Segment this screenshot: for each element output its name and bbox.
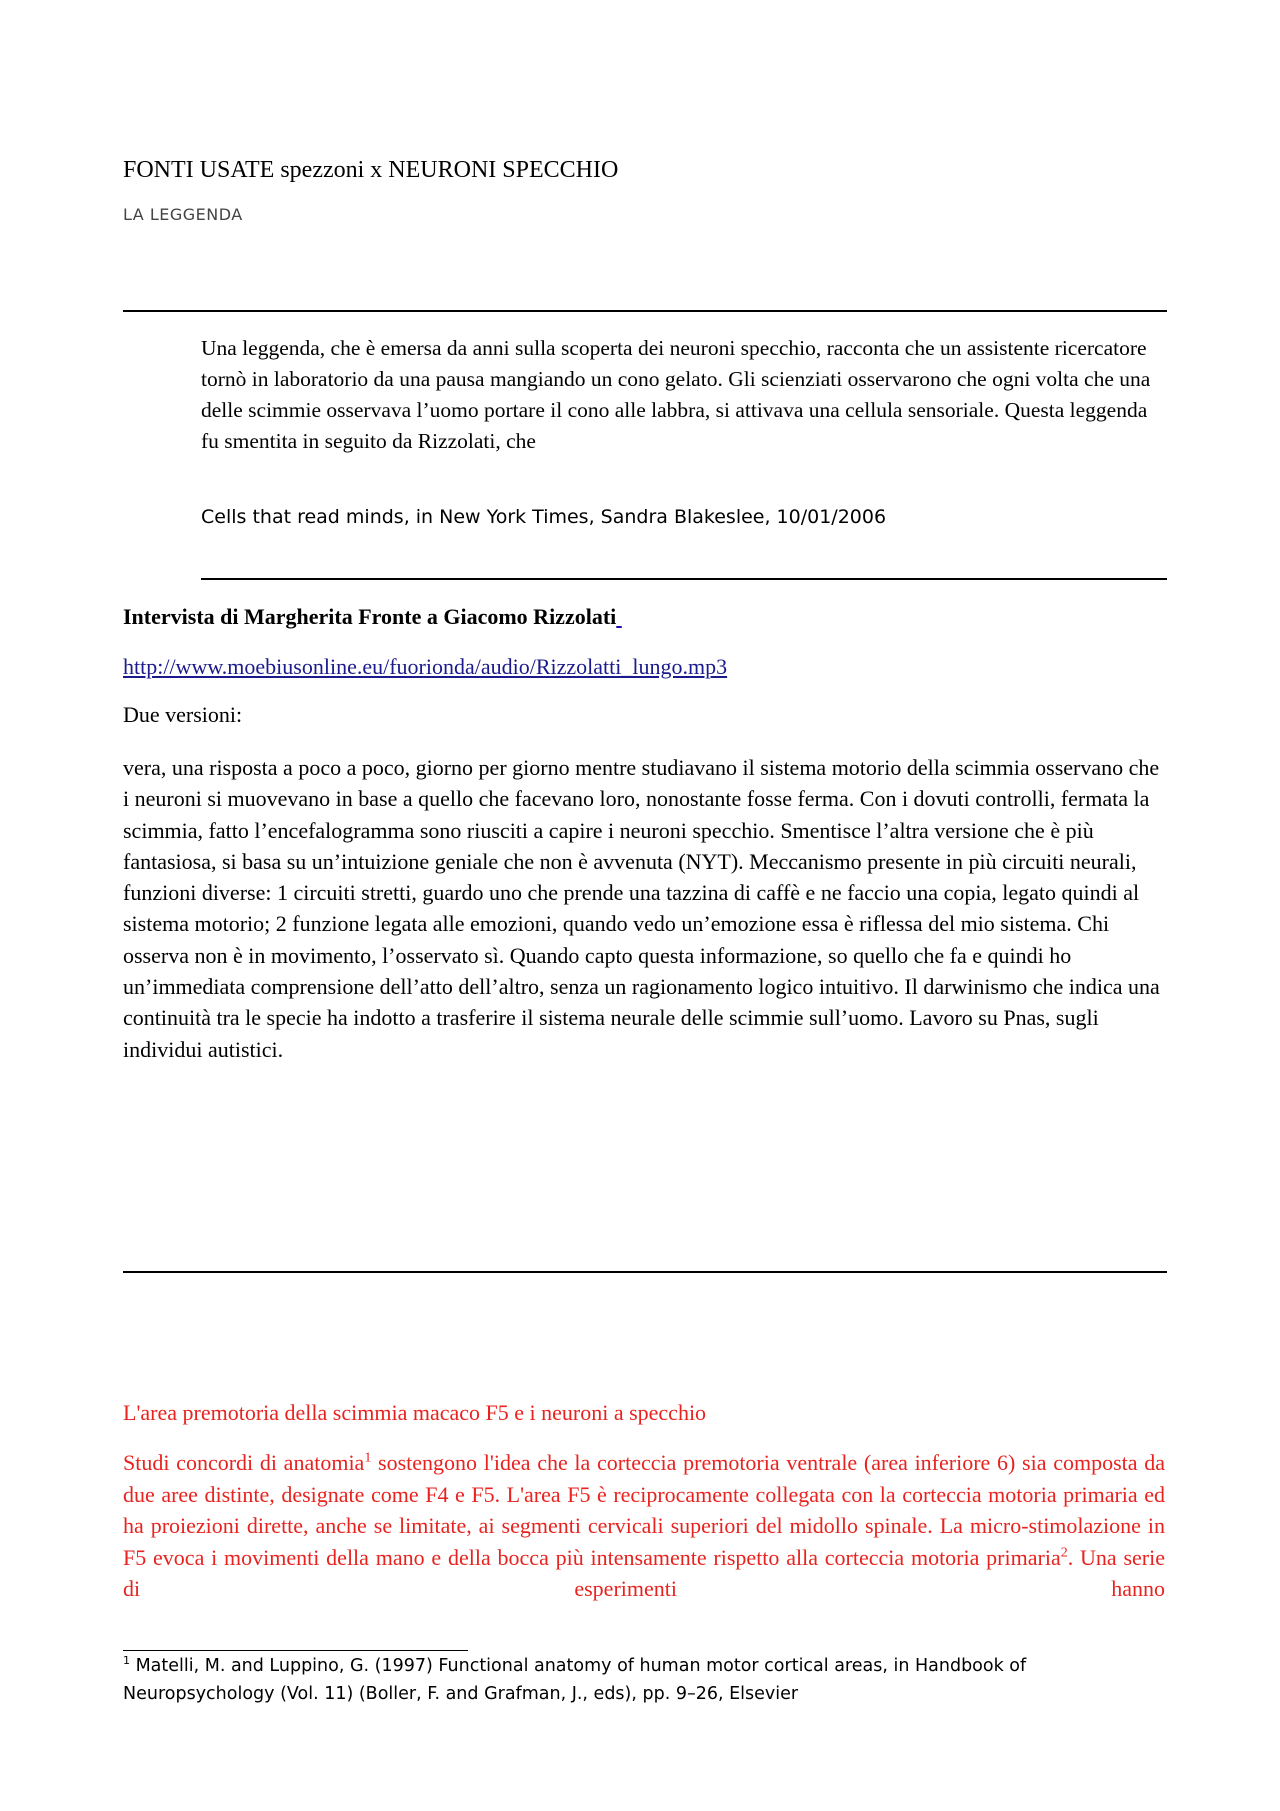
legend-citation: Cells that read minds, in New York Times, Sandra Blakeslee, 10/01/2006: [201, 506, 887, 528]
horizontal-rule: [201, 578, 1167, 580]
heading-link-anchor[interactable]: [616, 604, 622, 629]
premotor-body-part1: Studi concordi di anatomia: [123, 1450, 365, 1475]
premotor-heading: L'area premotoria della scimmia macaco F5 e i neuroni a specchio: [123, 1400, 707, 1425]
versions-label: Due versioni:: [123, 702, 243, 727]
interview-heading-text: Intervista di Margherita Fronte a Giacomo Rizzolati: [123, 604, 617, 629]
interview-body: vera, una risposta a poco a poco, giorno per giorno mentre studiavano il sistema motorio della scimmia osservano che i neuroni si muovevano in base a quello che facevano loro, nonostante fosse ferma. Con i dovuti controlli, fermata la scimmia, fatto l’encefalogramma sono riusciti a capire i neuroni specchio. Smentisce l’altra versione che è più fantasiosa, si basa su un’intuizione geniale che non è avvenuta (NYT). Meccanismo presente in più circuiti neurali, funzioni diverse: 1 circuiti stretti, guardo uno che prende una tazzina di caffè e ne faccio una copia, legato quindi al sistema motorio; 2 funzione legata alle emozioni, quando vedo un’emozione essa è riflessa del mio sistema. Chi osserva non è in movimento, l’osservato sì. Quando capto questa informazione, so quello che fa e quindi ho un’immediata comprensione dell’atto dell’altro, senza un ragionamento logico intuitivo. Il darwinismo che indica una continuità tra le specie ha indotto a trasferire il sistema neurale delle scimmie sull’uomo. Lavoro su Pnas, sugli individui autistici.: [123, 755, 1160, 1062]
legend-quote: Una leggenda, che è emersa da anni sulla scoperta dei neuroni specchio, racconta che un assistente ricercatore tornò in laboratorio da una pausa mangiando un cono gelato. Gli scienziati osservarono che ogni volta che una delle scimmie osservava l’uomo portare il cono alle labbra, si attivava una cellula sensoriale. Questa leggenda fu smentita in seguito da Rizzolati, che: [201, 336, 1151, 453]
audio-link[interactable]: http://www.moebiusonline.eu/fuorionda/audio/Rizzolatti_lungo.mp3: [123, 654, 728, 679]
premotor-body: [123, 1447, 1165, 1605]
footnote-ref-2[interactable]: 2: [1060, 1545, 1068, 1561]
premotor-body-part2: sostengono l'idea che la corteccia premotoria ventrale (area inferiore 6) sia composta da due aree distinte, designate come F4 e F5. L'area F5 è reciprocamente collegata con la corteccia motoria primaria ed ha proiezioni dirette, anche se limitate, ai segmenti cervicali superiori del midollo spinale. La micro-stimolazione in F5 evoca i movimenti della mano e della bocca più intensamente rispetto alla corteccia motoria primaria: [123, 1450, 1166, 1570]
footnote: [123, 1652, 1173, 1708]
footnote-text: Matelli, M. and Luppino, G. (1997) Functional anatomy of human motor cortical areas, in Handbook of Neuropsychology (Vol. 11) (Boller, F. and Grafman, J., eds), pp. 9–26, Elsevier: [123, 1656, 1027, 1704]
premotor-body-part3: . Una serie di esperimenti hanno: [123, 1544, 1166, 1601]
footnote-ref-1[interactable]: 1: [364, 1450, 372, 1466]
document-title: FONTI USATE spezzoni x NEURONI SPECCHIO: [123, 157, 619, 183]
footnote-marker: 1: [123, 1654, 130, 1668]
section-subtitle: LA LEGGENDA: [123, 205, 243, 224]
horizontal-rule: [123, 1271, 1167, 1273]
footnote-separator: [123, 1650, 468, 1651]
horizontal-rule: [123, 310, 1167, 312]
interview-heading: [123, 604, 622, 630]
